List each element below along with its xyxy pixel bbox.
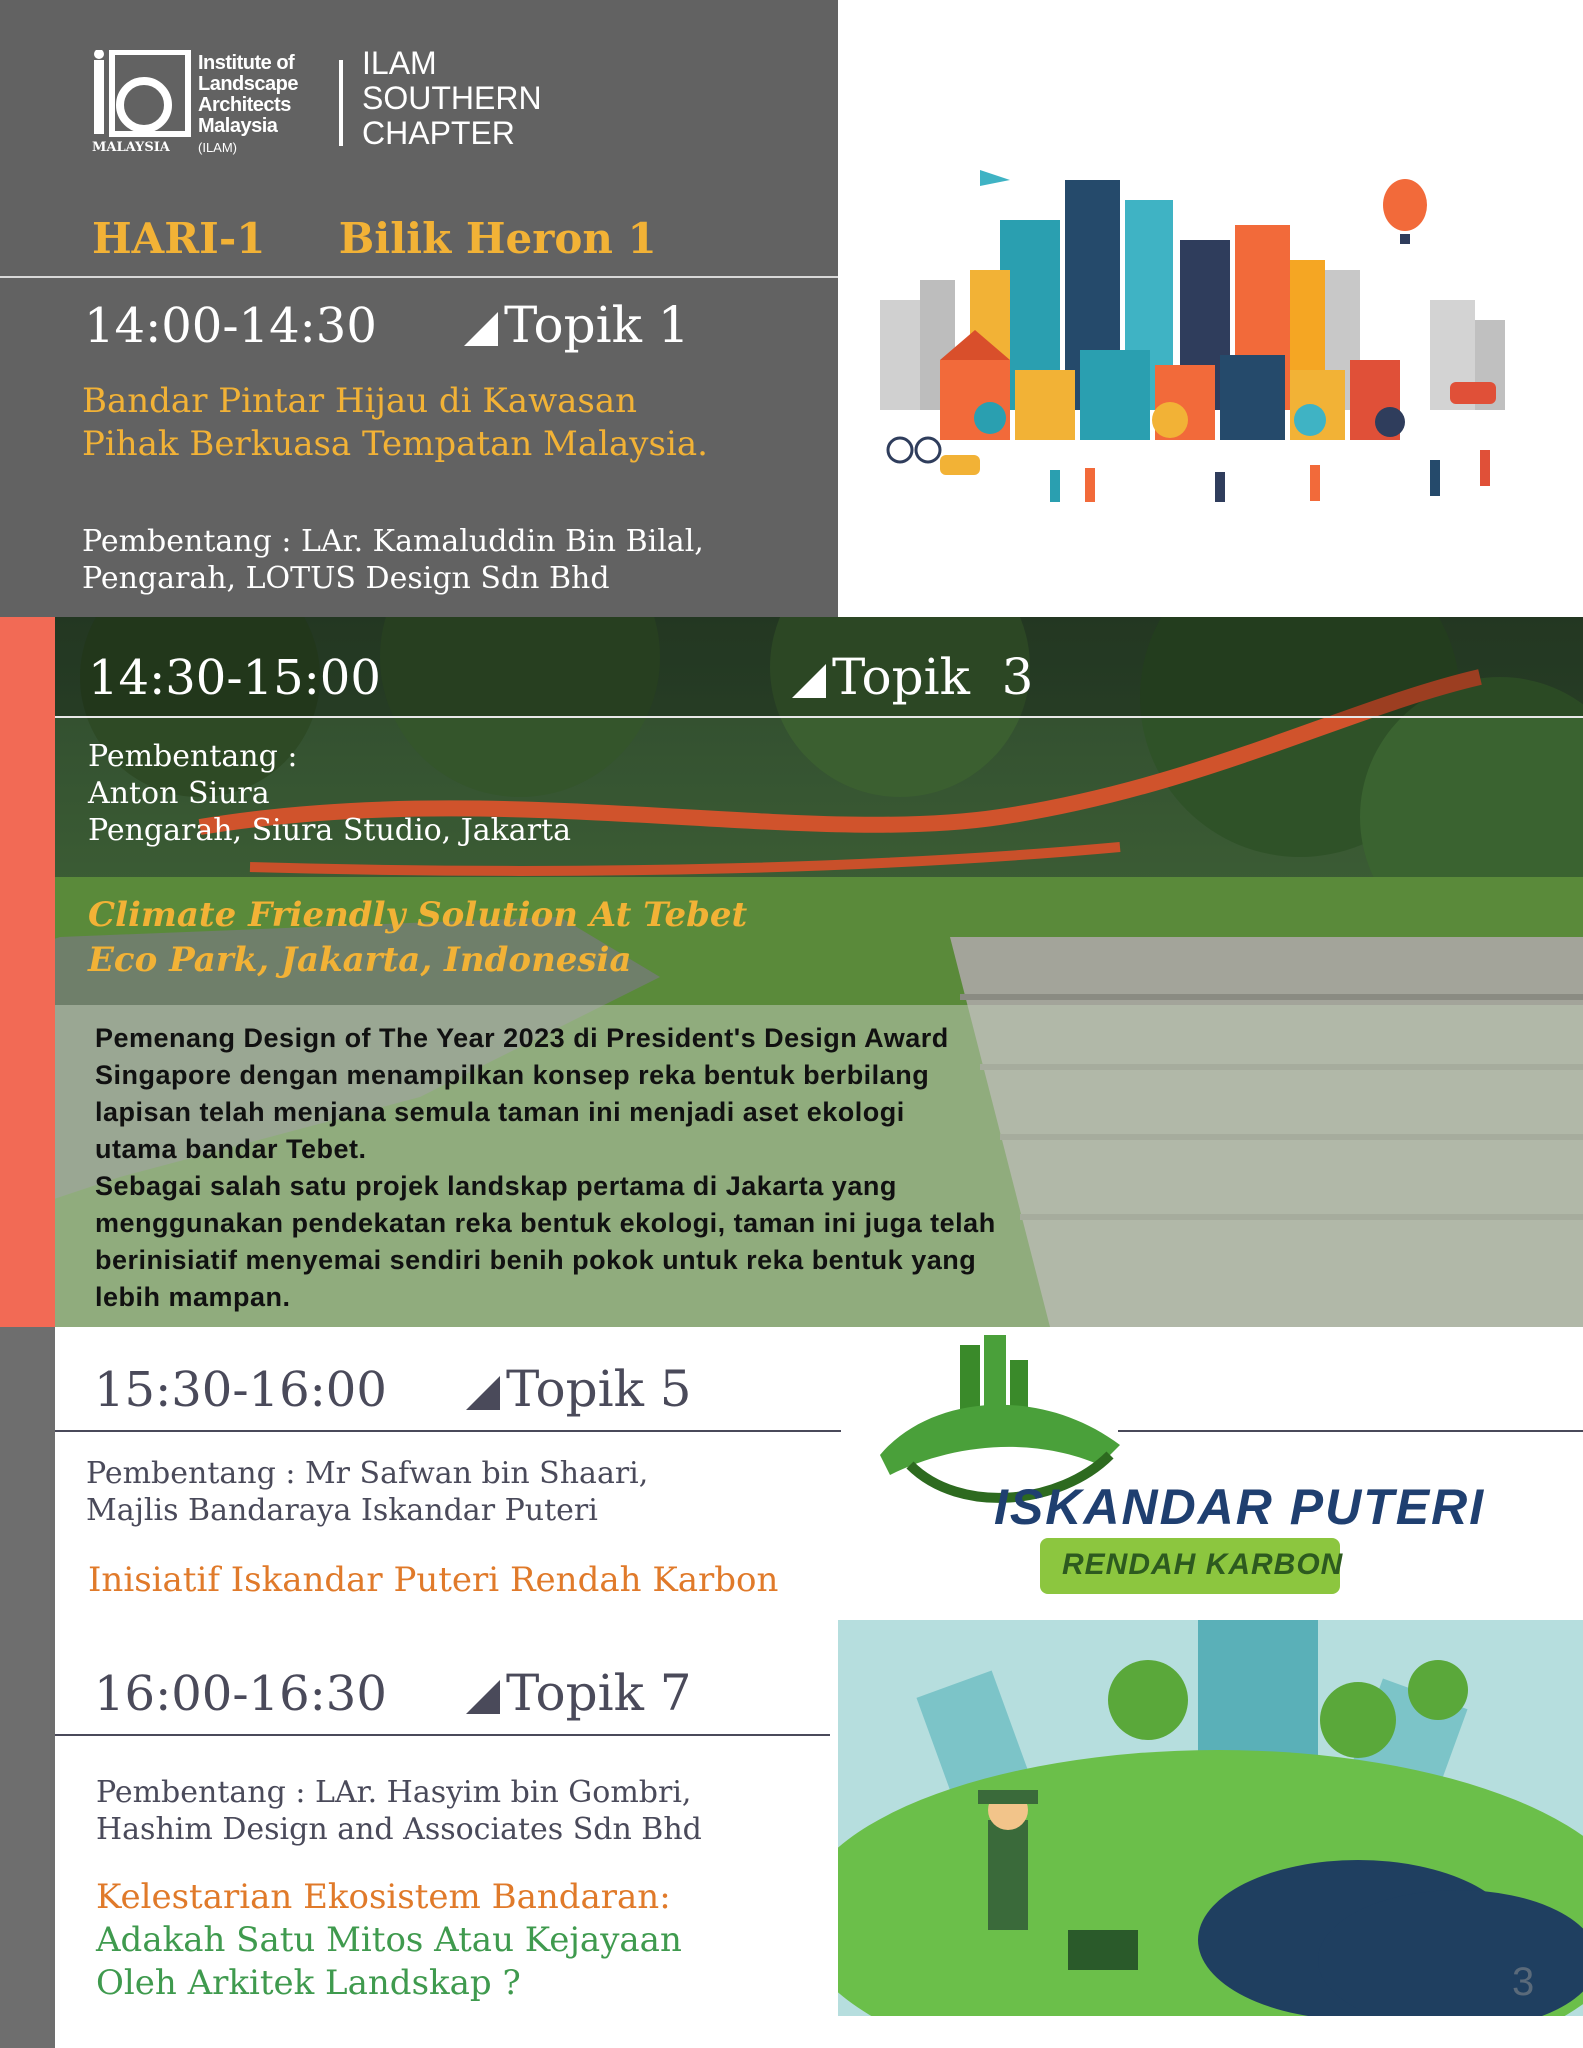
accent-bar <box>0 617 55 1327</box>
session1-topic-label: Topik 1 <box>504 296 690 354</box>
smart-city-illustration <box>870 150 1550 530</box>
description-line: Singapore dengan menampilkan konsep reka bentuk berbilang <box>95 1060 930 1090</box>
session4-speaker <box>96 1774 702 1848</box>
logo-abbr: (ILAM) <box>198 140 237 155</box>
session2-title <box>88 893 747 983</box>
institute-line: Architects <box>198 94 291 116</box>
institute-name <box>198 53 298 137</box>
session4-speaker-line: Pembentang : LAr. Hasyim bin Gombri, <box>96 1775 692 1810</box>
session1-speaker <box>82 523 704 597</box>
session1-title <box>82 380 708 466</box>
iskandar-subtitle: RENDAH KARBON <box>1062 1548 1344 1581</box>
session1-speaker-line: Pembentang : LAr. Kamaluddin Bin Bilal, <box>82 524 704 559</box>
description-line: lebih mampan. <box>95 1282 291 1312</box>
session2-speaker-line: Anton Siura <box>88 776 270 811</box>
stone-texture-strip <box>0 1327 55 2048</box>
session1-title-line: Bandar Pintar Hijau di Kawasan <box>82 381 638 421</box>
session3-speaker-line: Pembentang : Mr Safwan bin Shaari, <box>86 1456 649 1491</box>
description-line: Sebagai salah satu projek landskap pertama di Jakarta yang <box>95 1171 897 1201</box>
chapter-line: CHAPTER <box>362 115 515 151</box>
logo-divider <box>339 60 343 146</box>
session2-title-line: Climate Friendly Solution At Tebet <box>88 895 748 935</box>
session3-time: 15:30-16:00 <box>94 1362 387 1418</box>
triangle-icon <box>792 664 826 698</box>
session1-title-line: Pihak Berkuasa Tempatan Malaysia. <box>82 424 708 464</box>
divider-line <box>55 1430 841 1432</box>
session2-time: 14:30-15:00 <box>88 650 381 706</box>
chapter-name <box>362 46 542 151</box>
session4-speaker-line: Hashim Design and Associates Sdn Bhd <box>96 1812 702 1847</box>
institute-line: Institute of <box>198 52 295 74</box>
session4-title-line: Kelestarian Ekosistem Bandaran: <box>96 1877 671 1917</box>
ilam-logo <box>92 50 192 142</box>
session2-topic <box>792 648 1033 706</box>
session4-title-line: Adakah Satu Mitos Atau Kejayaan <box>96 1920 682 1960</box>
session4-title-line: Oleh Arkitek Landskap ? <box>96 1963 521 2003</box>
divider-line <box>55 716 1583 718</box>
description-line: Pemenang Design of The Year 2023 di President's Design Award <box>95 1023 949 1053</box>
logo-caption: MALAYSIA <box>92 140 170 155</box>
session3-topic <box>466 1360 692 1418</box>
chapter-line: SOUTHERN <box>362 80 542 116</box>
session1-time: 14:00-14:30 <box>84 298 377 354</box>
room-label: Bilik Heron 1 <box>338 214 657 263</box>
session2-speaker-line: Pembentang : <box>88 739 298 774</box>
triangle-icon <box>466 1680 500 1714</box>
day-heading <box>92 214 657 263</box>
triangle-icon <box>466 1376 500 1410</box>
session3-topic-label: Topik 5 <box>506 1360 692 1418</box>
description-line: menggunakan pendekatan reka bentuk ekologi, taman ini juga telah <box>95 1208 996 1238</box>
description-line: lapisan telah menjana semula taman ini menjadi aset ekologi <box>95 1097 905 1127</box>
institute-line: Malaysia <box>198 115 278 137</box>
green-city-illustration <box>838 1620 1583 2016</box>
triangle-icon <box>464 312 498 346</box>
day-label: HARI-1 <box>92 214 266 263</box>
session1-speaker-line: Pengarah, LOTUS Design Sdn Bhd <box>82 561 610 596</box>
divider-line <box>0 276 838 278</box>
ilam-logo-mark <box>92 50 192 142</box>
session2-speaker-line: Pengarah, Siura Studio, Jakarta <box>88 813 571 848</box>
session4-topic <box>466 1664 692 1722</box>
session2-title-line: Eco Park, Jakarta, Indonesia <box>88 940 632 980</box>
session2-description <box>95 1020 996 1316</box>
session2-speaker <box>88 738 571 849</box>
session3-speaker <box>86 1455 648 1529</box>
session2-topic-label: Topik 3 <box>832 648 1034 706</box>
session4-time: 16:00-16:30 <box>94 1666 387 1722</box>
divider-line <box>55 1734 830 1736</box>
institute-line: Landscape <box>198 73 298 95</box>
description-line: utama bandar Tebet. <box>95 1134 367 1164</box>
session3-speaker-line: Majlis Bandaraya Iskandar Puteri <box>86 1493 598 1528</box>
session4-topic-label: Topik 7 <box>506 1664 692 1722</box>
session1-topic <box>464 296 690 354</box>
chapter-line: ILAM <box>362 45 437 81</box>
page-number: 3 <box>1512 1960 1535 2004</box>
session3-title: Inisiatif Iskandar Puteri Rendah Karbon <box>88 1560 779 1600</box>
session4-title <box>96 1876 682 2005</box>
description-line: berinisiatif menyemai sendiri benih pokok untuk reka bentuk yang <box>95 1245 977 1275</box>
iskandar-title: ISKANDAR PUTERI <box>994 1479 1486 1535</box>
